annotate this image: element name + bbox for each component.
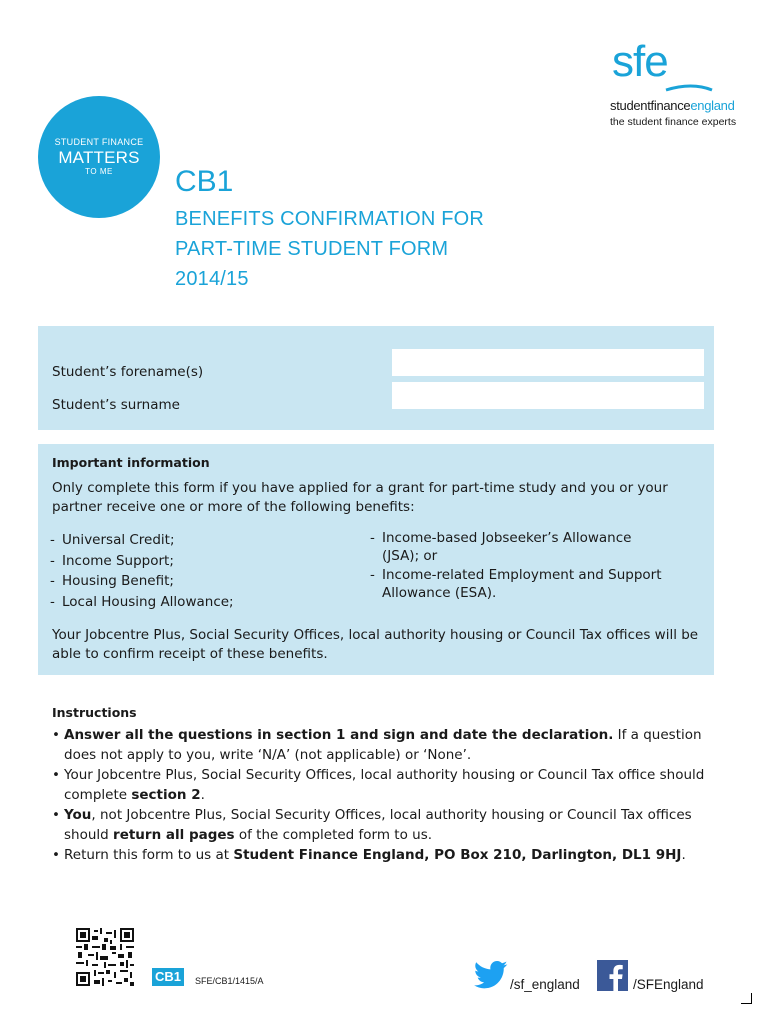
important-heading: Important information bbox=[52, 455, 210, 470]
list-item: - Housing Benefit; bbox=[50, 573, 174, 589]
instruction-item: • Your Jobcentre Plus, Social Security Offices, local authority housing or Council Tax office should complete section 2. bbox=[52, 767, 705, 803]
form-code: CB1 bbox=[175, 165, 234, 198]
qr-code-icon bbox=[76, 928, 134, 986]
list-item: - Income-based Jobseeker’s Allowance (JSA); or bbox=[370, 530, 632, 564]
crop-mark bbox=[741, 993, 752, 1004]
form-title-line2: PART-TIME STUDENT FORM bbox=[175, 238, 449, 260]
form-title bbox=[175, 164, 484, 294]
surname-label: Student’s surname bbox=[52, 397, 180, 413]
instructions-section bbox=[52, 705, 712, 867]
instructions-heading: Instructions bbox=[52, 705, 137, 720]
benefits-list-right bbox=[370, 530, 670, 604]
badge-line2: MATTERS bbox=[58, 148, 140, 167]
form-reference: SFE/CB1/1415/A bbox=[195, 976, 264, 986]
benefits-list-left bbox=[50, 530, 350, 612]
student-name-panel bbox=[38, 326, 714, 430]
facebook-page-link[interactable]: /SFEngland bbox=[633, 977, 704, 992]
sfe-swoosh-icon bbox=[664, 80, 714, 94]
sfe-name-part2: england bbox=[690, 98, 735, 113]
instruction-item: • Return this form to us at Student Finance England, PO Box 210, Darlington, DL1 9HJ. bbox=[52, 847, 686, 863]
sfe-logo-name bbox=[610, 98, 735, 113]
forename-field[interactable] bbox=[392, 349, 704, 376]
twitter-icon bbox=[474, 960, 508, 990]
sfe-logo bbox=[600, 37, 740, 128]
badge-line3: TO ME bbox=[85, 167, 113, 176]
important-information-panel bbox=[38, 444, 714, 675]
important-intro: Only complete this form if you have applied for a grant for part-time study and you or your partner receive one or more of the following benefits: bbox=[52, 480, 668, 515]
list-item: - Income Support; bbox=[50, 552, 174, 569]
list-item: - Income-related Employment and Support Allowance (ESA). bbox=[370, 567, 662, 601]
badge-line1: STUDENT FINANCE bbox=[54, 137, 144, 147]
facebook-icon bbox=[597, 960, 628, 991]
form-title-line1: BENEFITS CONFIRMATION FOR bbox=[175, 208, 485, 230]
form-year: 2014/15 bbox=[175, 268, 249, 290]
forename-label: Student’s forename(s) bbox=[52, 364, 204, 380]
sfe-tagline: the student finance experts bbox=[610, 116, 737, 128]
important-outro: Your Jobcentre Plus, Social Security Offices, local authority housing or Council Tax offices will be able to confirm receipt of these benefits. bbox=[52, 627, 699, 662]
instruction-item: • You, not Jobcentre Plus, Social Security Offices, local authority housing or Council Tax offices should return all pages of the completed form to us. bbox=[52, 807, 692, 843]
sfe-logo-mark: sfe bbox=[612, 37, 668, 86]
instruction-item: • Answer all the questions in section 1 and sign and date the declaration. If a question does not apply to you, write ‘N/A’ (not applicable) or ‘None’. bbox=[52, 727, 702, 763]
matters-badge bbox=[38, 96, 160, 218]
list-item: - Universal Credit; bbox=[50, 532, 175, 548]
form-code-tag: CB1 bbox=[152, 968, 184, 986]
sfe-name-part1: studentfinance bbox=[610, 98, 691, 113]
list-item: - Local Housing Allowance; bbox=[50, 593, 234, 610]
surname-field[interactable] bbox=[392, 382, 704, 409]
twitter-handle-link[interactable]: /sf_england bbox=[510, 977, 580, 992]
